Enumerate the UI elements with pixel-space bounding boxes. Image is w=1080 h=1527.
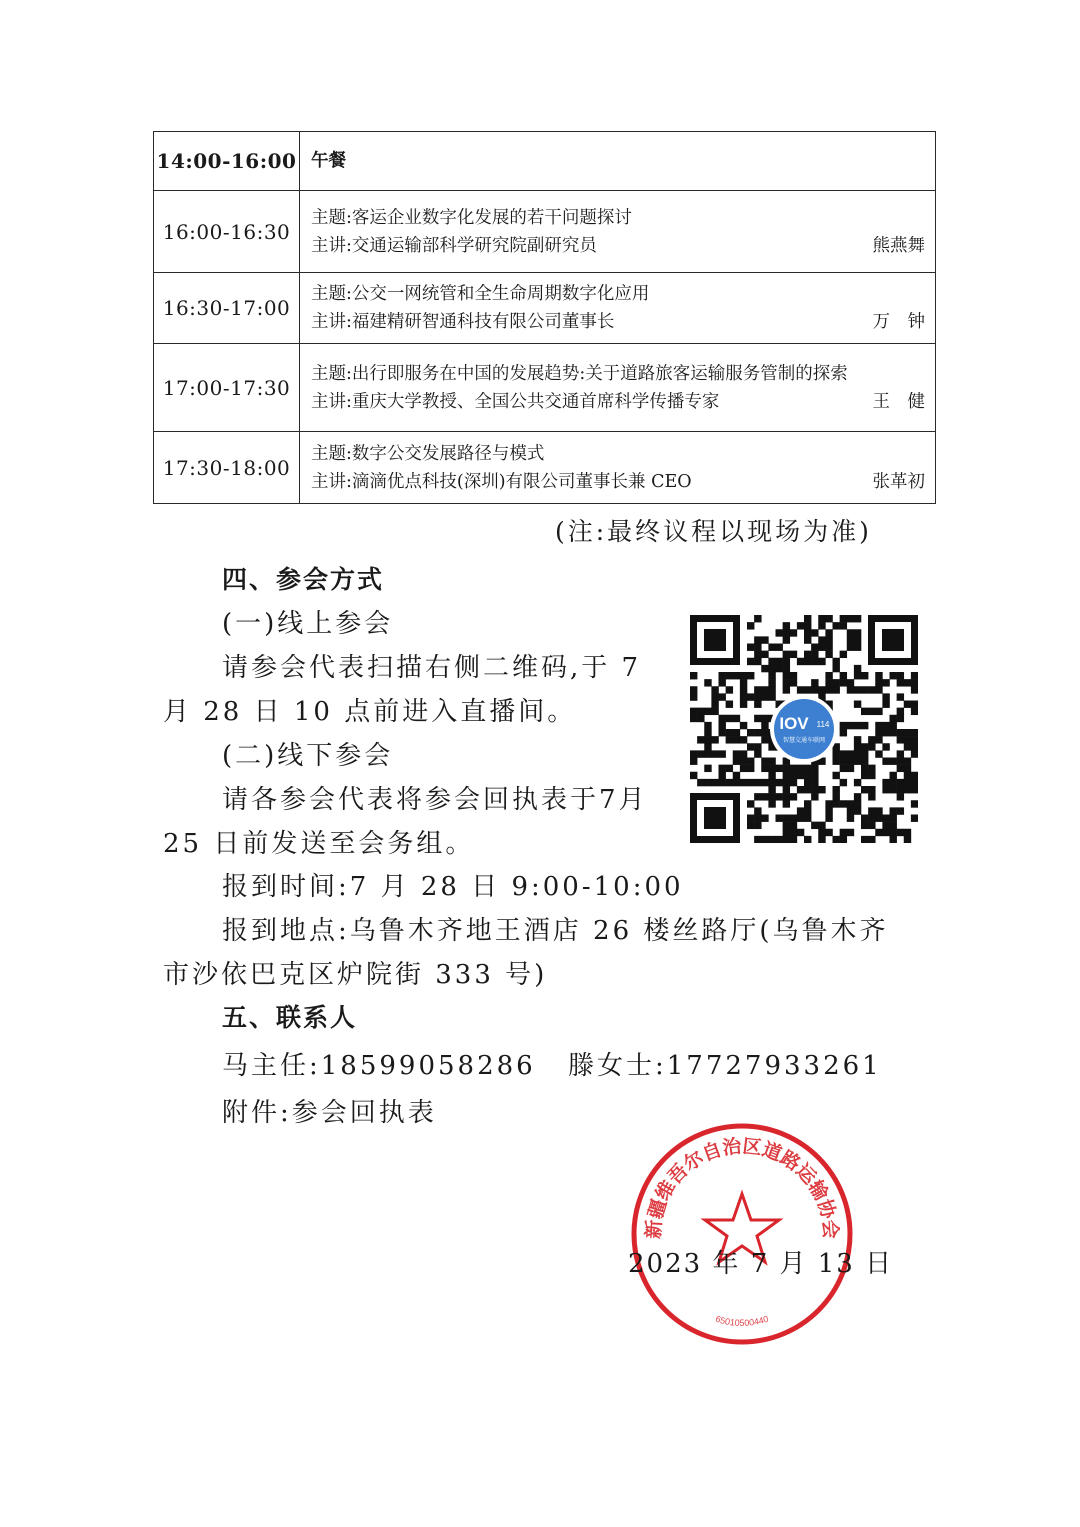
svg-text:114: 114 — [816, 720, 830, 729]
registration-place-line1: 报到地点:乌鲁木齐地王酒店 26 楼丝路厅(乌鲁木齐 — [222, 916, 889, 946]
time-cell: 17:00-17:30 — [154, 344, 300, 432]
registration-time: 报到时间:7 月 28 日 9:00-10:00 — [222, 872, 684, 902]
speaker-name: 熊燕舞 — [872, 235, 925, 256]
svg-text:智慧交通车联网: 智慧交通车联网 — [782, 737, 826, 744]
session-topic: 主题:公交一网统管和全生命周期数字化应用 — [311, 284, 650, 304]
schedule-row — [154, 191, 936, 273]
speaker-name: 万 钟 — [872, 312, 925, 332]
time-cell: 14:00-16:00 — [154, 132, 300, 191]
session-cell — [300, 344, 936, 432]
speaker-role: 主讲:滴滴优点科技(深圳)有限公司董事长兼 CEO — [311, 471, 692, 492]
session-cell — [300, 432, 936, 504]
session-topic: 主题:出行即服务在中国的发展趋势:关于道路旅客运输服务管制的探索 — [311, 363, 848, 384]
speaker-role: 主讲:福建精研智通科技有限公司董事长 — [311, 312, 615, 332]
official-seal — [628, 1120, 856, 1348]
schedule-row — [154, 344, 936, 432]
offline-text-line2: 25 日前发送至会务组。 — [163, 829, 475, 859]
speaker-name: 王 健 — [872, 391, 925, 412]
svg-text:新疆维吾尔自治区道路运输协会: 新疆维吾尔自治区道路运输协会 — [642, 1135, 842, 1240]
time-cell: 16:30-17:00 — [154, 273, 300, 344]
session-cell — [300, 191, 936, 273]
session-topic: 主题:数字公交发展路径与模式 — [311, 443, 545, 464]
session-topic: 主题:客运企业数字化发展的若干问题探讨 — [311, 207, 632, 228]
online-text-line1: 请参会代表扫描右侧二维码,于 7 — [222, 653, 642, 683]
schedule-row — [154, 132, 936, 191]
issue-date: 2023 年 7 月 13 日 — [628, 1249, 894, 1279]
svg-text:IOV: IOV — [779, 714, 809, 733]
schedule-row — [154, 432, 936, 504]
svg-text:65010500440: 65010500440 — [714, 1313, 770, 1328]
section5-heading: 五、联系人 — [222, 1003, 358, 1032]
online-heading: (一)线上参会 — [222, 609, 394, 639]
agenda-note: (注:最终议程以现场为准) — [555, 517, 872, 546]
schedule-table — [153, 131, 936, 504]
contact-ma: 马主任:18599058286 — [222, 1051, 536, 1081]
online-text-line2: 月 28 日 10 点前进入直播间。 — [163, 697, 577, 727]
attachment-line: 附件:参会回执表 — [222, 1098, 437, 1128]
contact-teng: 滕女士:17727933261 — [568, 1051, 882, 1081]
speaker-name: 张革初 — [872, 471, 925, 492]
time-cell: 17:30-18:00 — [154, 432, 300, 504]
qr-code[interactable] — [690, 615, 918, 843]
speaker-role: 主讲:重庆大学教授、全国公共交通首席科学传播专家 — [311, 391, 720, 412]
schedule-row — [154, 273, 936, 344]
offline-text-line1: 请各参会代表将参会回执表于7月 — [222, 785, 648, 815]
section4-heading: 四、参会方式 — [222, 565, 385, 594]
time-cell: 16:00-16:30 — [154, 191, 300, 273]
registration-place-line2: 市沙依巴克区炉院街 333 号) — [163, 960, 548, 990]
lunch-cell: 午餐 — [300, 132, 936, 191]
session-cell — [300, 273, 936, 344]
speaker-role: 主讲:交通运输部科学研究院副研究员 — [311, 235, 597, 256]
offline-heading: (二)线下参会 — [222, 741, 394, 771]
